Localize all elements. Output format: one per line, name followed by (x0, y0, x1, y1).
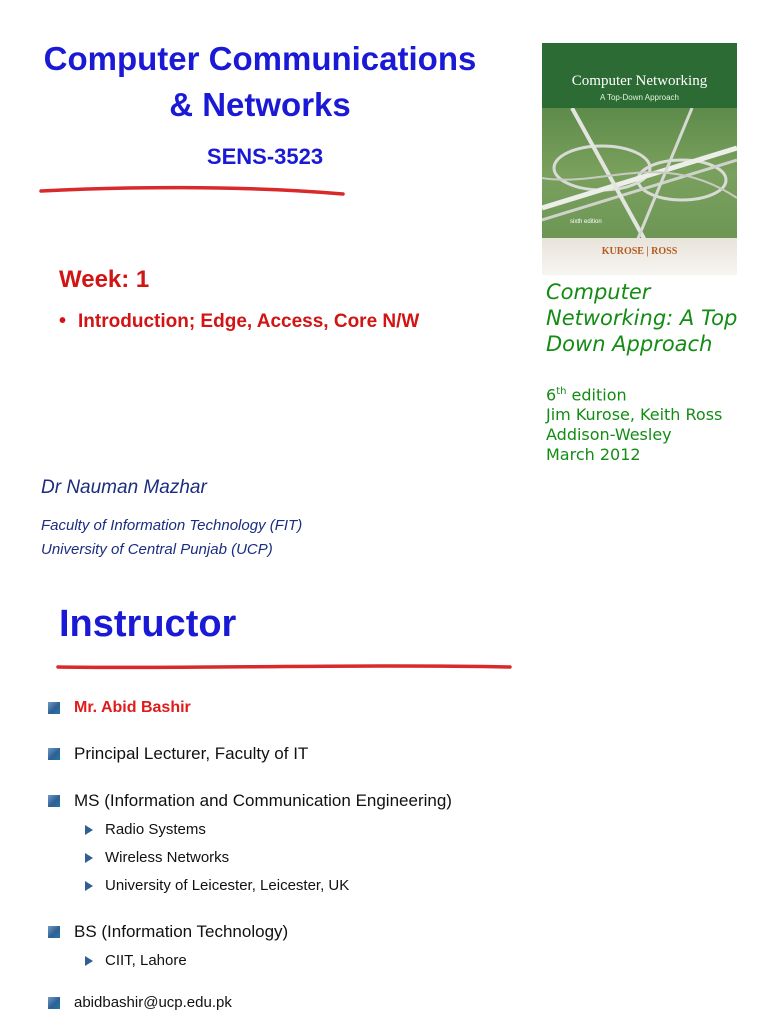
instructor-name: Mr. Abid Bashir (74, 699, 191, 716)
list-item (48, 699, 191, 717)
highway-interchange-icon (542, 108, 737, 253)
square-bullet-icon (48, 795, 60, 807)
list-item (48, 994, 232, 1011)
edition-line: 6th edition (546, 385, 627, 405)
email-text: abidbashir@ucp.edu.pk (74, 994, 232, 1011)
square-bullet-icon (48, 997, 60, 1009)
affiliation (41, 514, 302, 562)
course-code: SENS-3523 (206, 144, 324, 169)
sub-list-item: CIIT, Lahore (85, 952, 187, 969)
triangle-bullet-icon (85, 853, 93, 863)
cover-authors: KUROSE | ROSS (601, 246, 678, 257)
topic-item (59, 310, 419, 333)
topic-text: Introduction; Edge, Access, Core N/W (78, 310, 420, 332)
triangle-bullet-icon (85, 825, 93, 835)
sub-list-item: Radio Systems (85, 821, 206, 838)
red-underline-1 (38, 183, 348, 199)
cover-title: Computer Networking (571, 73, 708, 89)
triangle-bullet-icon (85, 956, 93, 966)
book-reference-title: Computer Networking: A Top Down Approach (546, 280, 738, 356)
square-bullet-icon (48, 702, 60, 714)
affiliation-line-2: University of Central Punjab (UCP) (41, 541, 273, 558)
title-line-1: Computer Communications (43, 40, 477, 77)
slide-title (0, 36, 520, 128)
square-bullet-icon (48, 926, 60, 938)
author-name: Dr Nauman Mazhar (41, 477, 207, 498)
week-label: Week: 1 (59, 266, 150, 293)
list-item: BS (Information Technology) (48, 922, 288, 942)
bullet-dot-icon: • (59, 310, 67, 332)
book-authors: Jim Kurose, Keith Ross (546, 405, 723, 425)
book-cover-image (542, 43, 737, 275)
book-date: March 2012 (546, 445, 641, 465)
list-item: MS (Information and Communication Engineering) (48, 791, 452, 811)
square-bullet-icon (48, 748, 60, 760)
highway-photo (542, 108, 737, 253)
triangle-bullet-icon (85, 881, 93, 891)
title-line-2: & Networks (169, 86, 351, 123)
red-underline-2 (55, 660, 515, 676)
list-item: Principal Lecturer, Faculty of IT (48, 744, 308, 764)
instructor-heading: Instructor (59, 603, 237, 645)
cover-edition: sixth edition (570, 219, 602, 225)
sub-list-item: Wireless Networks (85, 849, 229, 866)
affiliation-line-1: Faculty of Information Technology (FIT) (41, 517, 303, 534)
cover-subtitle: A Top-Down Approach (599, 93, 679, 102)
book-reference-info (546, 382, 756, 465)
sub-list-item: University of Leicester, Leicester, UK (85, 877, 349, 894)
book-publisher: Addison-Wesley (546, 425, 672, 445)
